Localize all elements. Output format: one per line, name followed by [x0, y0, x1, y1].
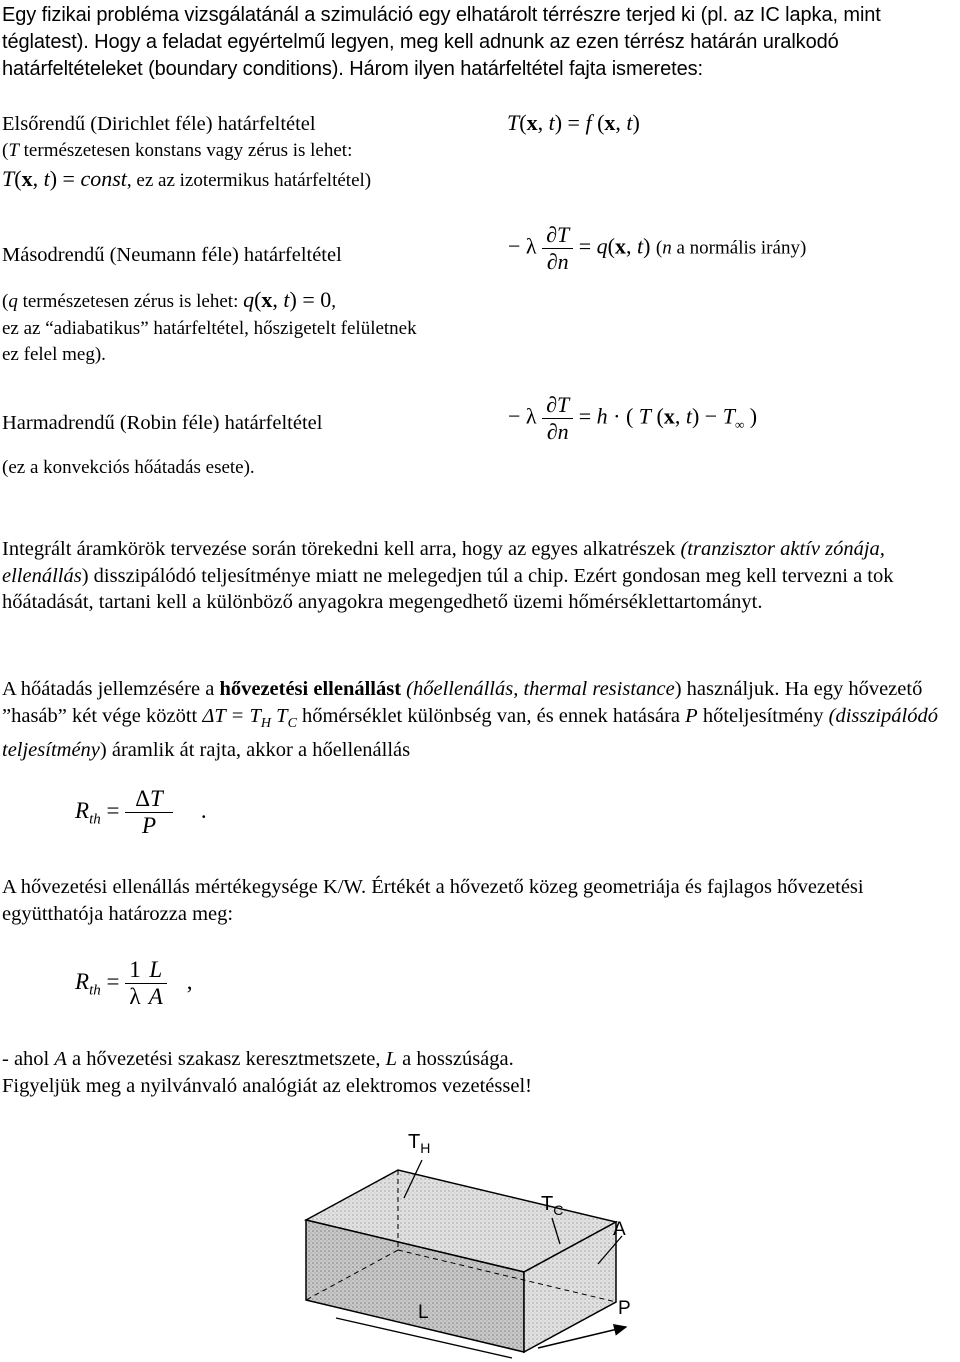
one-over-lambda-fraction: $\frac{1}{\lambda}$ — [125, 957, 145, 1010]
paragraph-ic-design: Integrált áramkörök tervezése során törekedni kell arra, hogy az egyes alkatrészek (tranzisztor aktív zónája, ellenállás) disszipálódó teljesítménye miatt ne melegedjen túl a chip. Ezért gondosan meg kell tervezni a tok hőátadását, tartani kell a különböző anyagokra megengedhető üzemi hőmérséklettartományt. — [2, 538, 894, 613]
dT-dn-fraction: $\frac{\partial T}{\partial n}$ — [542, 392, 573, 445]
bc1-equation: T(x, t) = f (x, t) — [507, 110, 640, 135]
area-label: A — [613, 1219, 626, 1240]
paragraph-where: - ahol A a hővezetési szakasz keresztmetszete, L a hosszúsága. — [2, 1048, 514, 1070]
bc2-title: Másodrendű (Neumann féle) határfeltétel — [2, 244, 342, 266]
power-label: P — [618, 1298, 631, 1319]
bc2-note-line1: (q természetesen zérus is lehet: q(x, t) = 0, — [2, 287, 337, 312]
l-over-a-fraction: $\frac{L}{A}$ — [145, 957, 167, 1010]
intro-paragraph: Egy fizikai probléma vizsgálatánál a szimuláció egy elhatárolt térrészre terjed ki (pl. az IC lapka, mint téglatest). Hogy a feladat egyértelmű legyen, meg kell adnunk az ezen térrész határán uralkodó határfeltételeket (boundary conditions). Három ilyen határfeltétel fajta ismeretes: — [2, 4, 881, 80]
bc1-note-line1: (T természetesen konstans vagy zérus is lehet: — [2, 140, 353, 161]
bc1-title: Elsőrendű (Dirichlet féle) határfeltétel — [2, 113, 316, 135]
heat-bar-figure — [300, 1122, 680, 1360]
rth-definition-formula: $R_{th}$ = $\frac{\Delta T}{P}$ . — [75, 786, 207, 838]
bc1-const-formula: T(x, t) = const — [2, 166, 127, 191]
bc3-title: Harmadrendű (Robin féle) határfeltétel — [2, 412, 323, 434]
length-label: L — [418, 1302, 429, 1323]
bc2-equation-note: (n a normális irány) — [655, 237, 807, 259]
bc2-equation: − λ $\frac{\partial T}{\partial n}$ = q(x, t) (n a normális irány) — [508, 222, 807, 274]
paragraph-analogy: Figyeljük meg a nyilvánvaló analógiát az elektromos vezetéssel! — [2, 1075, 532, 1097]
bc2-zero-formula: q(x, t) = 0 — [243, 287, 332, 312]
bc3-note: (ez a konvekciós hőátadás esete). — [2, 457, 255, 478]
delta-t-over-p-fraction: $\frac{\Delta T}{P}$ — [125, 786, 173, 839]
paragraph-thermal-resistance: A hőátadás jellemzésére a hővezetési ellenállást (hőellenállás, thermal resistance) használjuk. Ha egy hővezető ”hasáb” két vége között $\Delta T = T_H$ $T_C$ hőmérséklet különbség van, és ennek hatására P hőteljesítmény (disszipálódó teljesítmény) áramlik át rajta, akkor a hőellenállás — [2, 678, 938, 762]
bc2-note-line2: ez az “adiabatikus” határfeltétel, hőszigetelt felületnek ez felel meg). — [2, 318, 417, 365]
dT-dn-fraction: $\frac{\partial T}{\partial n}$ — [542, 222, 573, 275]
bc1-note-line2: T(x, t) = const, ez az izotermikus határfeltétel) — [2, 166, 372, 191]
bc3-equation: − λ $\frac{\partial T}{\partial n}$ = h · ( T (x, $t) - T_\infty$ ) — [508, 392, 758, 444]
rth-geometry-formula: $R_{th}$ = $\frac{1}{\lambda}$ $\frac{L}{A}$ , — [75, 957, 193, 1009]
paragraph-unit: A hővezetési ellenállás mértékegysége K/W. Értékét a hővezető közeg geometriája és fajlagos hővezetési együtthatója határozza meg: — [2, 876, 864, 925]
th-label: $T_H$ — [408, 1131, 431, 1156]
tc-label: $T_C$ — [541, 1193, 564, 1218]
